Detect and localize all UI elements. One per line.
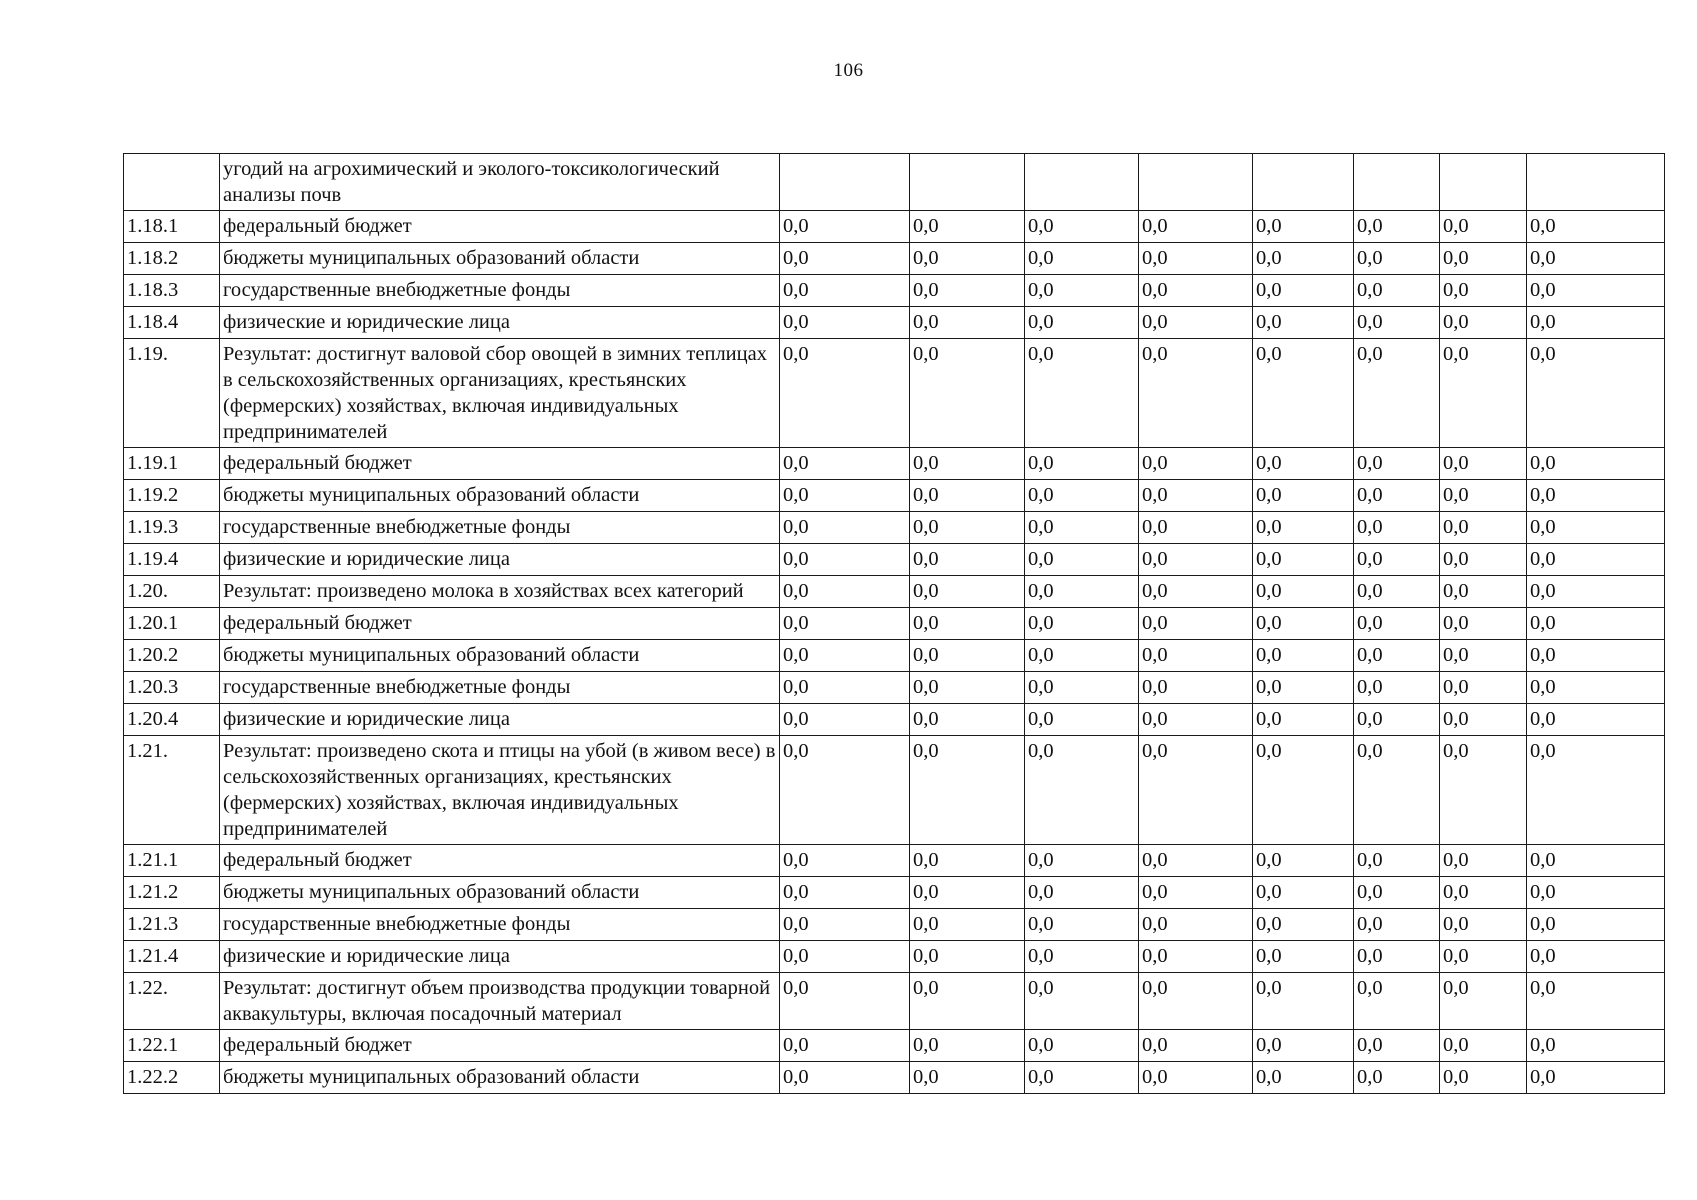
value-cell: 0,0 — [1253, 736, 1354, 845]
row-number-cell: 1.20.1 — [124, 608, 220, 640]
value-cell: 0,0 — [910, 512, 1025, 544]
value-cell: 0,0 — [1527, 1062, 1665, 1094]
value-cell: 0,0 — [910, 544, 1025, 576]
value-cell: 0,0 — [1527, 1030, 1665, 1062]
value-cell: 0,0 — [780, 448, 910, 480]
value-cell — [910, 154, 1025, 211]
row-number-cell: 1.18.1 — [124, 211, 220, 243]
value-cell: 0,0 — [1354, 339, 1440, 448]
budget-table — [123, 153, 1665, 1094]
value-cell: 0,0 — [1440, 448, 1527, 480]
value-cell: 0,0 — [1253, 672, 1354, 704]
table-row — [124, 512, 1665, 544]
value-cell: 0,0 — [780, 672, 910, 704]
row-name-cell: государственные внебюджетные фонды — [220, 512, 780, 544]
value-cell: 0,0 — [1025, 211, 1139, 243]
value-cell: 0,0 — [1139, 909, 1253, 941]
value-cell: 0,0 — [1253, 544, 1354, 576]
value-cell: 0,0 — [1253, 704, 1354, 736]
value-cell: 0,0 — [1139, 512, 1253, 544]
value-cell: 0,0 — [780, 307, 910, 339]
value-cell: 0,0 — [1139, 672, 1253, 704]
table-row — [124, 448, 1665, 480]
row-number-cell: 1.19.2 — [124, 480, 220, 512]
value-cell: 0,0 — [1025, 640, 1139, 672]
table-row — [124, 973, 1665, 1030]
value-cell: 0,0 — [1354, 704, 1440, 736]
value-cell: 0,0 — [1440, 941, 1527, 973]
value-cell: 0,0 — [910, 704, 1025, 736]
value-cell: 0,0 — [780, 845, 910, 877]
row-number-cell: 1.18.2 — [124, 243, 220, 275]
value-cell: 0,0 — [910, 339, 1025, 448]
value-cell: 0,0 — [1139, 448, 1253, 480]
row-number-cell: 1.20. — [124, 576, 220, 608]
value-cell: 0,0 — [1527, 973, 1665, 1030]
value-cell: 0,0 — [1025, 608, 1139, 640]
value-cell: 0,0 — [1025, 704, 1139, 736]
table-row — [124, 845, 1665, 877]
value-cell: 0,0 — [1139, 941, 1253, 973]
value-cell: 0,0 — [910, 877, 1025, 909]
row-number-cell: 1.20.3 — [124, 672, 220, 704]
row-number-cell: 1.21.1 — [124, 845, 220, 877]
value-cell: 0,0 — [1253, 941, 1354, 973]
row-number-cell: 1.22.2 — [124, 1062, 220, 1094]
value-cell: 0,0 — [910, 608, 1025, 640]
value-cell: 0,0 — [1025, 877, 1139, 909]
table-row — [124, 608, 1665, 640]
row-name-cell: угодий на агрохимический и эколого-токсикологический анализы почв — [220, 154, 780, 211]
row-name-cell: Результат: достигнут валовой сбор овощей в зимних теплицах в сельскохозяйственных организациях, крестьянских (фермерских) хозяйствах, включая индивидуальных предпринимателей — [220, 339, 780, 448]
value-cell: 0,0 — [1354, 480, 1440, 512]
value-cell: 0,0 — [910, 211, 1025, 243]
table-row — [124, 544, 1665, 576]
value-cell: 0,0 — [1025, 736, 1139, 845]
value-cell: 0,0 — [1139, 1030, 1253, 1062]
value-cell: 0,0 — [910, 448, 1025, 480]
value-cell: 0,0 — [1527, 736, 1665, 845]
value-cell: 0,0 — [1440, 339, 1527, 448]
value-cell: 0,0 — [1025, 1030, 1139, 1062]
value-cell: 0,0 — [1527, 941, 1665, 973]
table-row — [124, 307, 1665, 339]
value-cell: 0,0 — [1527, 448, 1665, 480]
value-cell: 0,0 — [780, 576, 910, 608]
value-cell: 0,0 — [1139, 339, 1253, 448]
value-cell: 0,0 — [1253, 973, 1354, 1030]
row-name-cell: бюджеты муниципальных образований области — [220, 1062, 780, 1094]
value-cell: 0,0 — [780, 736, 910, 845]
row-number-cell: 1.21.3 — [124, 909, 220, 941]
row-number-cell: 1.20.4 — [124, 704, 220, 736]
value-cell: 0,0 — [1354, 243, 1440, 275]
value-cell: 0,0 — [1253, 243, 1354, 275]
row-number-cell: 1.19.1 — [124, 448, 220, 480]
table-row — [124, 480, 1665, 512]
value-cell: 0,0 — [1025, 973, 1139, 1030]
value-cell: 0,0 — [1253, 608, 1354, 640]
value-cell: 0,0 — [1139, 243, 1253, 275]
value-cell: 0,0 — [1025, 339, 1139, 448]
value-cell: 0,0 — [780, 211, 910, 243]
value-cell: 0,0 — [1527, 704, 1665, 736]
value-cell: 0,0 — [1354, 544, 1440, 576]
value-cell: 0,0 — [910, 480, 1025, 512]
value-cell: 0,0 — [1527, 608, 1665, 640]
value-cell: 0,0 — [910, 576, 1025, 608]
value-cell: 0,0 — [1025, 512, 1139, 544]
value-cell: 0,0 — [1025, 275, 1139, 307]
value-cell: 0,0 — [1354, 512, 1440, 544]
table-row-continuation — [124, 154, 1665, 211]
value-cell: 0,0 — [1253, 640, 1354, 672]
row-name-cell: федеральный бюджет — [220, 608, 780, 640]
value-cell: 0,0 — [1139, 480, 1253, 512]
row-number-cell: 1.19. — [124, 339, 220, 448]
value-cell: 0,0 — [1354, 275, 1440, 307]
row-number-cell: 1.20.2 — [124, 640, 220, 672]
value-cell: 0,0 — [780, 1030, 910, 1062]
row-name-cell: государственные внебюджетные фонды — [220, 909, 780, 941]
value-cell: 0,0 — [1440, 512, 1527, 544]
table-body — [124, 154, 1665, 1094]
value-cell: 0,0 — [1253, 1030, 1354, 1062]
value-cell: 0,0 — [1527, 877, 1665, 909]
value-cell: 0,0 — [1025, 1062, 1139, 1094]
value-cell: 0,0 — [1354, 1062, 1440, 1094]
table-row — [124, 672, 1665, 704]
value-cell: 0,0 — [1253, 307, 1354, 339]
value-cell: 0,0 — [910, 640, 1025, 672]
row-number-cell: 1.22. — [124, 973, 220, 1030]
value-cell: 0,0 — [1527, 909, 1665, 941]
value-cell: 0,0 — [1253, 339, 1354, 448]
value-cell: 0,0 — [1527, 339, 1665, 448]
value-cell: 0,0 — [780, 275, 910, 307]
value-cell: 0,0 — [1354, 909, 1440, 941]
value-cell: 0,0 — [910, 243, 1025, 275]
value-cell: 0,0 — [1354, 736, 1440, 845]
row-name-cell: государственные внебюджетные фонды — [220, 672, 780, 704]
value-cell: 0,0 — [1253, 275, 1354, 307]
value-cell: 0,0 — [1253, 576, 1354, 608]
value-cell: 0,0 — [780, 1062, 910, 1094]
row-number-cell: 1.21. — [124, 736, 220, 845]
row-number-cell: 1.18.4 — [124, 307, 220, 339]
value-cell — [1440, 154, 1527, 211]
value-cell: 0,0 — [1527, 672, 1665, 704]
value-cell — [1025, 154, 1139, 211]
value-cell: 0,0 — [1354, 640, 1440, 672]
value-cell: 0,0 — [780, 608, 910, 640]
value-cell: 0,0 — [910, 307, 1025, 339]
row-name-cell: физические и юридические лица — [220, 544, 780, 576]
value-cell: 0,0 — [1354, 448, 1440, 480]
value-cell: 0,0 — [1139, 1062, 1253, 1094]
value-cell: 0,0 — [910, 973, 1025, 1030]
row-name-cell: федеральный бюджет — [220, 845, 780, 877]
value-cell: 0,0 — [780, 877, 910, 909]
row-number-cell: 1.21.4 — [124, 941, 220, 973]
value-cell: 0,0 — [910, 941, 1025, 973]
value-cell: 0,0 — [910, 845, 1025, 877]
value-cell: 0,0 — [780, 544, 910, 576]
value-cell: 0,0 — [1440, 1030, 1527, 1062]
value-cell: 0,0 — [780, 704, 910, 736]
value-cell: 0,0 — [1354, 211, 1440, 243]
value-cell: 0,0 — [1354, 845, 1440, 877]
table-row — [124, 243, 1665, 275]
value-cell: 0,0 — [1527, 275, 1665, 307]
value-cell — [1527, 154, 1665, 211]
value-cell: 0,0 — [1139, 877, 1253, 909]
value-cell: 0,0 — [1139, 307, 1253, 339]
value-cell: 0,0 — [1440, 576, 1527, 608]
row-number-cell: 1.19.4 — [124, 544, 220, 576]
value-cell: 0,0 — [1440, 704, 1527, 736]
value-cell: 0,0 — [1354, 1030, 1440, 1062]
value-cell: 0,0 — [1025, 909, 1139, 941]
row-name-cell: Результат: достигнут объем производства продукции товарной аквакультуры, включая посадочный материал — [220, 973, 780, 1030]
value-cell: 0,0 — [1527, 845, 1665, 877]
value-cell: 0,0 — [1025, 576, 1139, 608]
row-number-cell: 1.22.1 — [124, 1030, 220, 1062]
value-cell: 0,0 — [1440, 307, 1527, 339]
value-cell: 0,0 — [780, 941, 910, 973]
table-row — [124, 704, 1665, 736]
value-cell: 0,0 — [1440, 672, 1527, 704]
row-name-cell: бюджеты муниципальных образований области — [220, 480, 780, 512]
value-cell: 0,0 — [1253, 1062, 1354, 1094]
value-cell: 0,0 — [1527, 480, 1665, 512]
value-cell: 0,0 — [910, 909, 1025, 941]
row-name-cell: физические и юридические лица — [220, 941, 780, 973]
value-cell: 0,0 — [1253, 480, 1354, 512]
row-name-cell: Результат: произведено молока в хозяйствах всех категорий — [220, 576, 780, 608]
value-cell — [1354, 154, 1440, 211]
value-cell: 0,0 — [1440, 973, 1527, 1030]
value-cell: 0,0 — [1440, 608, 1527, 640]
value-cell: 0,0 — [1440, 1062, 1527, 1094]
row-number-cell — [124, 154, 220, 211]
row-name-cell: Результат: произведено скота и птицы на убой (в живом весе) в сельскохозяйственных организациях, крестьянских (фермерских) хозяйствах, включая индивидуальных предпринимателей — [220, 736, 780, 845]
table-row — [124, 211, 1665, 243]
value-cell: 0,0 — [1440, 275, 1527, 307]
table-row — [124, 877, 1665, 909]
value-cell: 0,0 — [910, 275, 1025, 307]
value-cell: 0,0 — [1025, 448, 1139, 480]
value-cell: 0,0 — [1139, 211, 1253, 243]
value-cell: 0,0 — [1354, 307, 1440, 339]
value-cell: 0,0 — [1139, 544, 1253, 576]
value-cell: 0,0 — [1139, 275, 1253, 307]
value-cell: 0,0 — [1440, 480, 1527, 512]
value-cell: 0,0 — [1440, 211, 1527, 243]
value-cell: 0,0 — [1139, 704, 1253, 736]
value-cell: 0,0 — [1354, 941, 1440, 973]
table-row — [124, 909, 1665, 941]
value-cell: 0,0 — [1253, 909, 1354, 941]
value-cell: 0,0 — [1139, 973, 1253, 1030]
row-name-cell: федеральный бюджет — [220, 1030, 780, 1062]
value-cell: 0,0 — [1253, 512, 1354, 544]
value-cell: 0,0 — [1139, 608, 1253, 640]
value-cell: 0,0 — [910, 672, 1025, 704]
table-row — [124, 275, 1665, 307]
table-row — [124, 1062, 1665, 1094]
value-cell: 0,0 — [1253, 845, 1354, 877]
table-row — [124, 736, 1665, 845]
page-number: 106 — [833, 60, 864, 81]
table-row — [124, 576, 1665, 608]
value-cell — [1139, 154, 1253, 211]
value-cell: 0,0 — [780, 339, 910, 448]
value-cell: 0,0 — [1025, 544, 1139, 576]
value-cell: 0,0 — [780, 640, 910, 672]
value-cell: 0,0 — [1025, 672, 1139, 704]
value-cell: 0,0 — [1440, 544, 1527, 576]
row-name-cell: федеральный бюджет — [220, 448, 780, 480]
value-cell: 0,0 — [910, 1030, 1025, 1062]
value-cell: 0,0 — [1527, 211, 1665, 243]
table-row — [124, 941, 1665, 973]
value-cell: 0,0 — [1440, 909, 1527, 941]
value-cell — [1253, 154, 1354, 211]
value-cell: 0,0 — [1253, 877, 1354, 909]
value-cell: 0,0 — [780, 973, 910, 1030]
row-name-cell: федеральный бюджет — [220, 211, 780, 243]
value-cell: 0,0 — [1440, 845, 1527, 877]
row-number-cell: 1.18.3 — [124, 275, 220, 307]
value-cell: 0,0 — [1139, 736, 1253, 845]
value-cell: 0,0 — [910, 736, 1025, 845]
value-cell: 0,0 — [1440, 243, 1527, 275]
row-name-cell: физические и юридические лица — [220, 307, 780, 339]
value-cell: 0,0 — [1139, 576, 1253, 608]
value-cell: 0,0 — [1253, 211, 1354, 243]
value-cell: 0,0 — [1440, 736, 1527, 845]
value-cell: 0,0 — [1354, 608, 1440, 640]
value-cell: 0,0 — [1025, 941, 1139, 973]
value-cell: 0,0 — [1354, 576, 1440, 608]
value-cell: 0,0 — [1527, 512, 1665, 544]
row-number-cell: 1.19.3 — [124, 512, 220, 544]
value-cell: 0,0 — [1139, 845, 1253, 877]
value-cell: 0,0 — [1354, 672, 1440, 704]
value-cell: 0,0 — [1440, 640, 1527, 672]
value-cell: 0,0 — [1025, 480, 1139, 512]
value-cell: 0,0 — [1527, 307, 1665, 339]
value-cell: 0,0 — [910, 1062, 1025, 1094]
row-name-cell: государственные внебюджетные фонды — [220, 275, 780, 307]
value-cell: 0,0 — [780, 512, 910, 544]
row-name-cell: бюджеты муниципальных образований области — [220, 877, 780, 909]
value-cell: 0,0 — [780, 480, 910, 512]
value-cell: 0,0 — [1527, 640, 1665, 672]
value-cell: 0,0 — [780, 243, 910, 275]
table-row — [124, 1030, 1665, 1062]
value-cell: 0,0 — [1025, 845, 1139, 877]
value-cell: 0,0 — [780, 909, 910, 941]
value-cell: 0,0 — [1527, 544, 1665, 576]
value-cell: 0,0 — [1139, 640, 1253, 672]
row-number-cell: 1.21.2 — [124, 877, 220, 909]
value-cell: 0,0 — [1440, 877, 1527, 909]
row-name-cell: бюджеты муниципальных образований области — [220, 640, 780, 672]
value-cell: 0,0 — [1253, 448, 1354, 480]
table-row — [124, 339, 1665, 448]
value-cell — [780, 154, 910, 211]
value-cell: 0,0 — [1025, 307, 1139, 339]
row-name-cell: физические и юридические лица — [220, 704, 780, 736]
value-cell: 0,0 — [1025, 243, 1139, 275]
value-cell: 0,0 — [1527, 243, 1665, 275]
row-name-cell: бюджеты муниципальных образований области — [220, 243, 780, 275]
value-cell: 0,0 — [1354, 973, 1440, 1030]
value-cell: 0,0 — [1527, 576, 1665, 608]
value-cell: 0,0 — [1354, 877, 1440, 909]
table-row — [124, 640, 1665, 672]
